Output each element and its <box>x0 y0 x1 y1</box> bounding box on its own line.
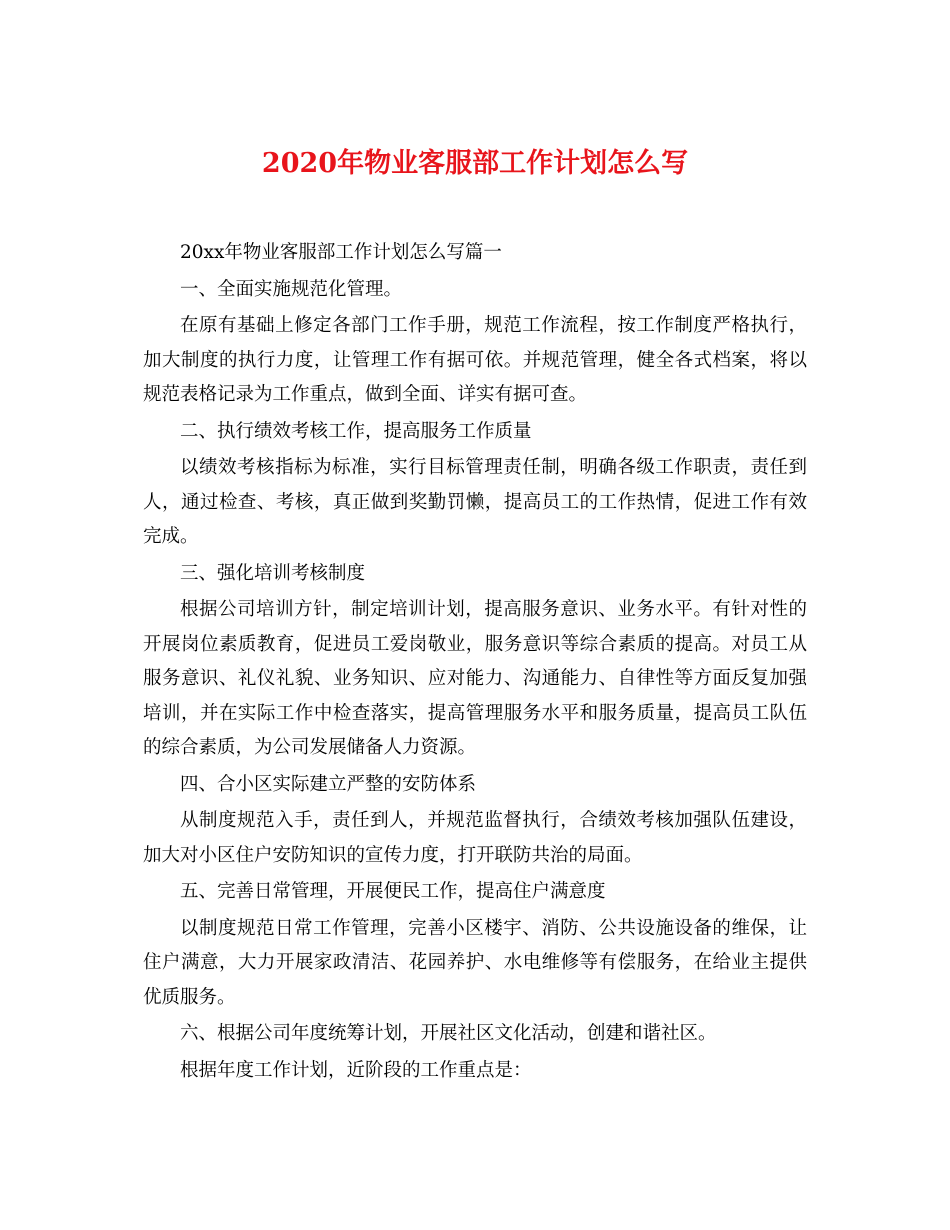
document-body <box>143 236 807 1088</box>
paragraph-heading-4: 四、合小区实际建立严整的安防体系 <box>180 773 477 795</box>
paragraph-body-5: 以制度规范日常工作管理，完善小区楼宇、消防、公共设施设备的维保，让住户满意，大力开展家政清洁、花园养护、水电维修等有偿服务，在给业主提供优质服务。 <box>143 917 807 1008</box>
paragraph-body-2: 以绩效考核指标为标准，实行目标管理责任制，明确各级工作职责，责任到人，通过检查、考核，真正做到奖勤罚懒，提高员工的工作热情，促进工作有效完成。 <box>143 457 807 547</box>
paragraph-heading-1: 一、全面实施规范化管理。 <box>180 278 403 300</box>
paragraph-body-6: 根据年度工作计划，近阶段的工作重点是： <box>180 1059 532 1081</box>
paragraph-body-4: 从制度规范入手，责任到人，并规范监督执行，合绩效考核加强队伍建设，加大对小区住户安防知识的宣传力度，打开联防共治的局面。 <box>143 810 807 866</box>
paragraph-heading-5: 五、完善日常管理，开展便民工作，提高住户满意度 <box>180 881 606 902</box>
paragraph-section-heading: 20xx年物业客服部工作计划怎么写篇一 <box>180 242 502 263</box>
paragraph-body-1: 在原有基础上修定各部门工作手册，规范工作流程，按工作制度严格执行，加大制度的执行力度，让管理工作有据可依。并规范管理，健全各式档案，将以规范表格记录为工作重点，做到全面、详实有据可查。 <box>143 315 807 405</box>
paragraph-body-3: 根据公司培训方针，制定培训计划，提高服务意识、业务水平。有针对性的开展岗位素质教育，促进员工爱岗敬业，服务意识等综合素质的提高。对员工从服务意识、礼仪礼貌、业务知识、应对能力、沟通能力、自律性等方面反复加强培训，并在实际工作中检查落实，提高管理服务水平和服务质量，提高员工队伍的综合素质，为公司发展储备人力资源。 <box>143 599 807 758</box>
paragraph-heading-3: 三、强化培训考核制度 <box>180 562 366 584</box>
paragraph-heading-6: 六、根据公司年度统筹计划，开展社区文化活动，创建和谐社区。 <box>180 1023 717 1044</box>
paragraph-heading-2: 二、执行绩效考核工作，提高服务工作质量 <box>180 420 532 442</box>
document-title: 2020年物业客服部工作计划怎么写 <box>261 148 689 179</box>
